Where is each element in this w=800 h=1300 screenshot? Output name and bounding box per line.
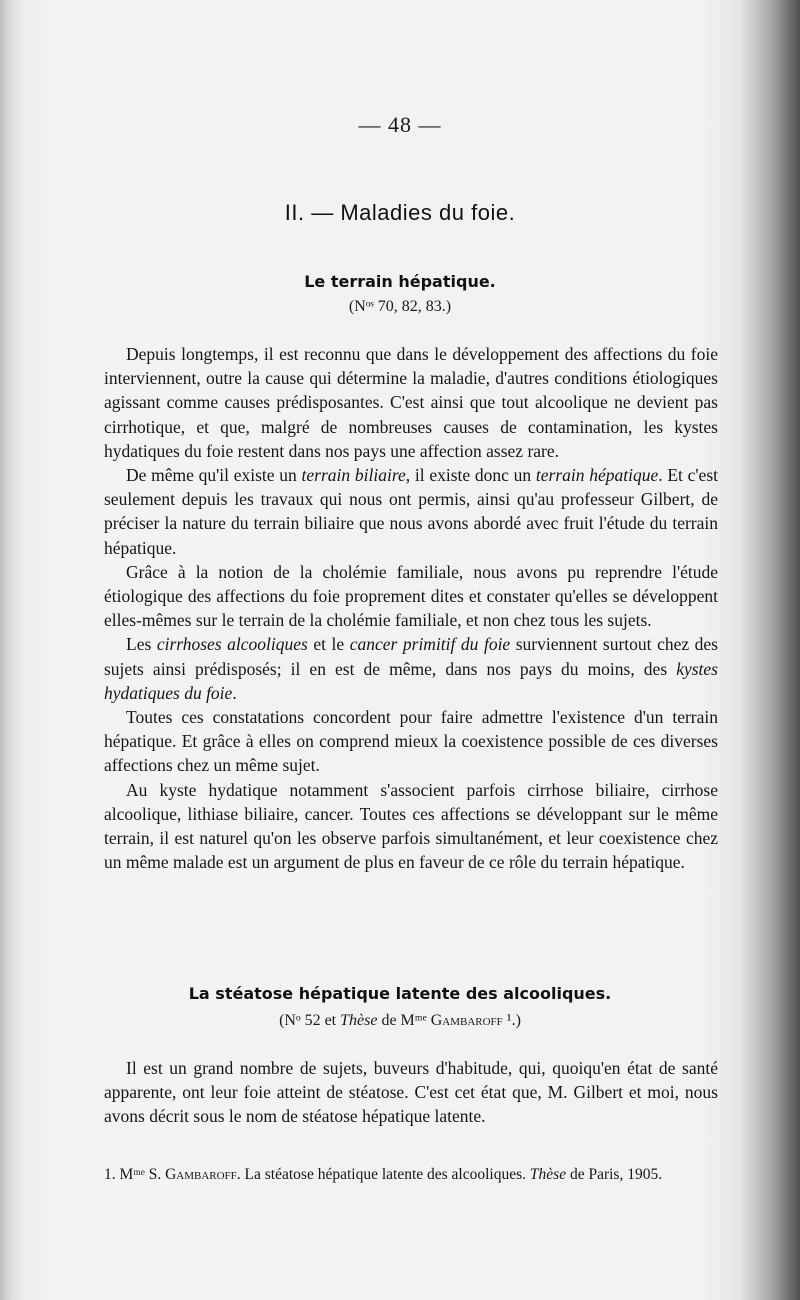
section-title: II. — Maladies du foie. xyxy=(284,200,516,225)
italic-term: terrain biliaire xyxy=(301,465,406,486)
italic-term: terrain hépatique xyxy=(535,465,659,486)
footnote: 1. Mᵐᵉ S. Gambaroff. La stéatose hépatique latente des alcooliques. Thèse de Paris, 1905. xyxy=(104,1166,663,1183)
paragraph: De même qu'il existe un terrain biliaire, il existe donc un terrain hépatique. Et c'est seulement depuis les travaux qui nous ont permis, ainsi qu'au professeur Gilbert, de préciser la nature du terrain biliaire que nous avons abordé avec fruit l'étude du terrain hépatique. xyxy=(104,465,718,558)
italic-term: cirrhoses alcooliques xyxy=(156,634,308,655)
paragraph: Les cirrhoses alcooliques et le cancer primitif du foie surviennent surtout chez des sujets ainsi prédisposés; il en est de même, dans nos pays du moins, des kystes hydatiques du foie. xyxy=(104,634,718,703)
paragraph: Au kyste hydatique notamment s'associent parfois cirrhose biliaire, cirrhose alcoolique, lithiase biliaire, cancer. Toutes ces affections se développant sur le même terrain, il est naturel qu'on les observe parfois simultanément, et leur coexistence chez un même malade est un argument de plus en faveur de ce rôle du terrain hépatique. xyxy=(104,779,718,873)
paragraph: Grâce à la notion de la cholémie familiale, nous avons pu reprendre l'étude étiologique des affections du foie proprement dites et constater qu'elles se développent elles-mêmes sur le terrain de la cholémie familiale, et non chez tous les sujets. xyxy=(104,561,718,631)
body-text-steatose xyxy=(104,1056,718,1129)
body-text-terrain xyxy=(104,342,718,874)
subsection-heading-steatose: La stéatose hépatique latente des alcooliques. xyxy=(188,984,612,1003)
subsection-heading-terrain: Le terrain hépatique. xyxy=(304,272,496,291)
paragraph: Depuis longtemps, il est reconnu que dans le développement des affections du foie interviennent, outre la cause qui détermine la maladie, d'autres conditions étiologiques agissant comme causes prédisposantes. C'est ainsi que tout alcoolique ne devient pas cirrhotique, et que, malgré de nombreuses causes de contamination, les kystes hydatiques du foie restent dans nos pays une affection assez rare. xyxy=(104,344,718,461)
page-number: — 48 — xyxy=(358,112,442,137)
paragraph: Il est un grand nombre de sujets, buveurs d'habitude, qui, quoiqu'en état de santé apparente, ont leur foie atteint de stéatose. C'est cet état que, M. Gilbert et moi, nous avons décrit sous le nom de stéatose hépatique latente. xyxy=(104,1058,718,1127)
italic-term: cancer primitif du foie xyxy=(349,634,511,655)
subsection-reference-terrain: (Nᵒˢ 70, 82, 83.) xyxy=(348,298,452,315)
italic-term: kystes hydatiques du foie xyxy=(104,658,718,703)
subsection-reference-steatose: (Nᵒ 52 et Thèse de Mᵐᵉ Gambaroff ¹.) xyxy=(279,1012,521,1029)
paragraph: Toutes ces constatations concordent pour faire admettre l'existence d'un terrain hépatique. Et grâce à elles on comprend mieux la coexistence possible de ces diverses affections chez un même sujet. xyxy=(104,707,718,776)
